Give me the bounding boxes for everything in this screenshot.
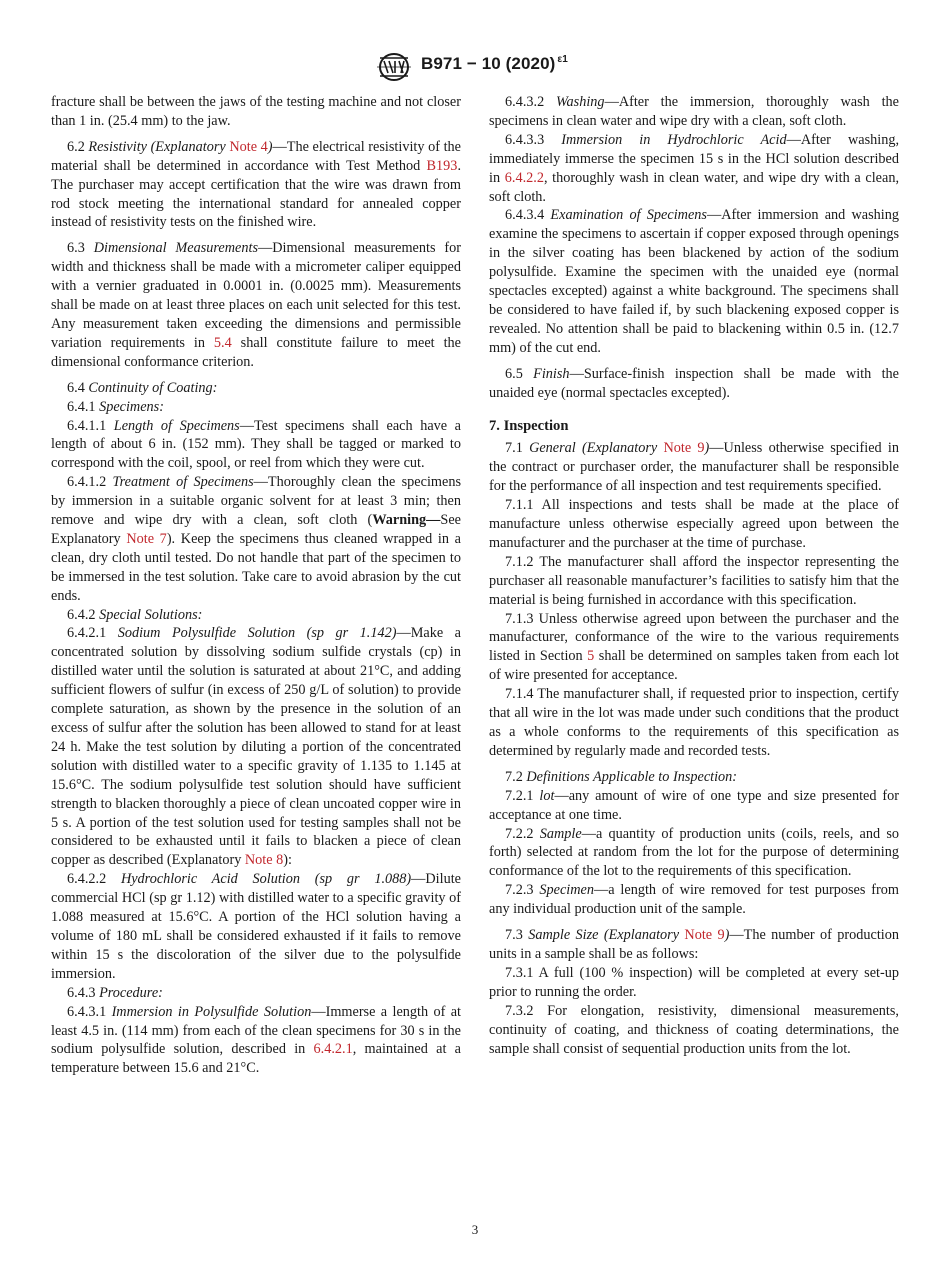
paragraph-7-1-2: 7.1.2 The manufacturer shall afford the inspector representing the purchaser all reasonable manufacturer’s facilities to satisfy him that the material is being furnished in accordance with this specification. <box>489 553 899 608</box>
paragraph-6-4-3-1: 6.4.3.1 Immersion in Polysulfide Solution—Immerse a length of at least 4.5 in. (114 mm) from each of the clean specimens for 30 s in the sodium polysulfide solution, described in 6.4.2.1, maintained at a temperature between 15.6 and 21°C. <box>51 1003 462 1077</box>
paragraph-7-3-2: 7.3.2 For elongation, resistivity, dimensional measurements, continuity of coating, and thickness of coating determinations, the sample shall consist of sequential production units from the lot. <box>489 1002 899 1057</box>
right-column <box>489 93 899 1058</box>
paragraph-6-4-1-1: 6.4.1.1 Length of Specimens—Test specimens shall each have a length of about 6 in. (152 mm). They shall be tagged or marked to correspond with the coil, spool, or reel from which they were cut. <box>51 417 461 472</box>
page-number: 3 <box>471 1222 479 1237</box>
paragraph-7-1-3: 7.1.3 Unless otherwise agreed upon between the purchaser and the manufacturer, conformance of the wire to the various requirements listed in Section 5 shall be determined on samples taken from each lot of wire presented for acceptance. <box>489 610 900 684</box>
note-9-link-2[interactable]: Note 9 <box>684 927 725 944</box>
paragraph-6-2: 6.2 Resistivity (Explanatory Note 4)—The electrical resistivity of the material shall be determined in accordance with Test Method B193. The purchaser may accept certification that the wire was drawn from rod stock meeting the international standard for annealed copper instead of resistivity tests on the finished wire. <box>51 138 461 231</box>
note-9-link[interactable]: Note 9 <box>663 440 705 457</box>
section-5-link[interactable]: 5 <box>587 648 595 665</box>
epsilon-superscript: ε1 <box>557 54 568 65</box>
paragraph-7-1-1: 7.1.1 All inspections and tests shall be made at the place of manufacture unless otherwise especially agreed upon between the manufacturer and the purchaser at the time of purchase. <box>489 497 899 551</box>
paragraph-7-1: 7.1 General (Explanatory Note 9)—Unless otherwise specified in the contract or purchaser order, the manufacturer shall be responsible for the performance of all inspection and test requirements specified. <box>489 440 899 495</box>
paragraph-7-3: 7.3 Sample Size (Explanatory Note 9)—The number of production units in a sample shall be as follows: <box>489 927 900 962</box>
paragraph-6-4-3-4: 6.4.3.4 Examination of Specimens—After immersion and washing examine the specimens to ascertain if copper exposed through openings in the silver coating has been blackened by action of the sodium polysulfide. Examine the specimen with the unaided eye (normal spectacles excepted) against a white background. The specimens shall be considered to have failed if, by such blackening exposed copper is revealed. No attention shall be paid to blackening within 0.5 in. (12.7 mm) of the cut end. <box>489 207 899 356</box>
paragraph-6-4-1-2: 6.4.1.2 Treatment of Specimens—Thoroughly clean the specimens by immersion in a suitable organic solvent for at least 3 min; then remove and wipe dry with a clean, soft cloth (Warning—See Explanatory Note 7). Keep the specimens thus cleaned wrapped in a clean, dry cloth until tested. Do not handle that part of the specimen to be immersed in the test solution. Take care to avoid abrasion by the cut ends. <box>51 474 461 604</box>
paragraph-6-1-continued: fracture shall be between the jaws of the testing machine and not closer than 1 in. (25.4 mm) to the jaw. <box>51 94 461 129</box>
paragraph-6-4-3-3: 6.4.3.3 Immersion in Hydrochloric Acid—After washing, immediately immerse the specimen 15 s in the HCl solution described in 6.4.2.2, thoroughly wash in clean water, and wipe dry with a clean, soft cloth. <box>489 131 900 205</box>
paragraph-6-5: 6.5 Finish—Surface-finish inspection shall be made with the unaided eye (normal spectacles excepted). <box>489 365 899 401</box>
section-6-4-2-1-link[interactable]: 6.4.2.1 <box>313 1041 353 1058</box>
section-5-4-link[interactable]: 5.4 <box>213 334 232 351</box>
note-7-link[interactable]: Note 7 <box>126 530 167 547</box>
paragraph-6-4-2: 6.4.2 Special Solutions: <box>67 606 203 623</box>
paragraph-6-4-1: 6.4.1 Specimens: <box>67 398 164 415</box>
note-8-link[interactable]: Note 8 <box>244 852 284 869</box>
paragraph-6-4-2-1: 6.4.2.1 Sodium Polysulfide Solution (sp gr 1.142)—Make a concentrated solution by dissolving sodium sulfide crystals (cp) in distilled water until the solution is saturated at about 21°C, and adding sufficient flowers of sulfur (in excess of 250 g/L of solution) to provide complete saturation, as shown by the presence in the solution of an excess of sulfur after the solution has been allowed to stand for at least 24 h. Make the test solution by diluting a portion of the concentrated solution with distilled water to a specific gravity of 1.135 to 1.145 at 15.6°C. The sodium polysulfide test solution should have sufficient strength to blacken thoroughly a piece of clean uncoated copper wire in 5 s. A portion of the test solution used for testing samples shall not be considered to be exhausted until it fails to blacken a piece of clean copper as described (Explanatory Note 8): <box>51 625 462 869</box>
paragraph-6-4-3-2: 6.4.3.2 Washing—After the immersion, thoroughly wash the specimens in clean water and wipe dry with a clean, soft cloth. <box>489 94 899 129</box>
left-column <box>51 93 461 1078</box>
paragraph-7-2-2: 7.2.2 Sample—a quantity of production units (coils, reels, and so forth) selected at random from the lot for the purpose of determining conformance of the lot to the requirements of this specification. <box>489 825 900 880</box>
paragraph-6-4-3: 6.4.3 Procedure: <box>67 984 163 1001</box>
paragraph-7-2: 7.2 Definitions Applicable to Inspection: <box>505 768 738 785</box>
paragraph-6-3: 6.3 Dimensional Measurements—Dimensional measurements for width and thickness shall be made with a micrometer caliper equipped with a vernier graduated in 0.0001 in. (0.0025 mm). Measurements shall be made on at least three places on each unit selected for this test. Any measurement taken exceeding the dimensions and permissible variation requirements in 5.4 shall constitute failure to meet the dimensional conformance criterion. <box>51 240 461 370</box>
paragraph-6-4-2-2: 6.4.2.2 Hydrochloric Acid Solution (sp gr 1.088)—Dilute commercial HCl (sp gr 1.12) with distilled water to a specific gravity of 1.088 measured at 15.6°C. A portion of the HCl solution having a volume of 180 mL shall be considered exhausted if it fails to remove within 15 s the discoloration of the silver due to the polysulfide immersion. <box>51 871 462 982</box>
paragraph-7-2-1: 7.2.1 lot—any amount of wire of one type and size presented for acceptance at one time. <box>489 787 899 823</box>
section-6-4-2-2-link[interactable]: 6.4.2.2 <box>504 169 544 186</box>
paragraph-7-2-3: 7.2.3 Specimen—a length of wire removed for test purposes from any individual production unit of the sample. <box>489 882 899 918</box>
document-designation: B971 − 10 (2020) $^{\varepsilon 1}$ <box>421 54 568 73</box>
astm-logo-icon <box>373 51 415 83</box>
paragraph-7-3-1: 7.3.1 A full (100 % inspection) will be completed at every set-up prior to running the order. <box>489 964 899 1000</box>
paragraph-7-1-4: 7.1.4 The manufacturer shall, if requested prior to inspection, certify that all wire in the lot was made under such conditions that the product as a whole conforms to the requirements of this specification as determined by regularly made and recorded tests. <box>489 686 899 759</box>
warning-label: Warning— <box>372 512 441 529</box>
note-4-link[interactable]: Note 4 <box>229 138 268 155</box>
b193-link[interactable]: B193 <box>426 157 458 174</box>
paragraph-6-4: 6.4 Continuity of Coating: <box>67 379 218 396</box>
section-7-heading: 7. Inspection <box>489 417 569 434</box>
page-header <box>0 50 950 84</box>
